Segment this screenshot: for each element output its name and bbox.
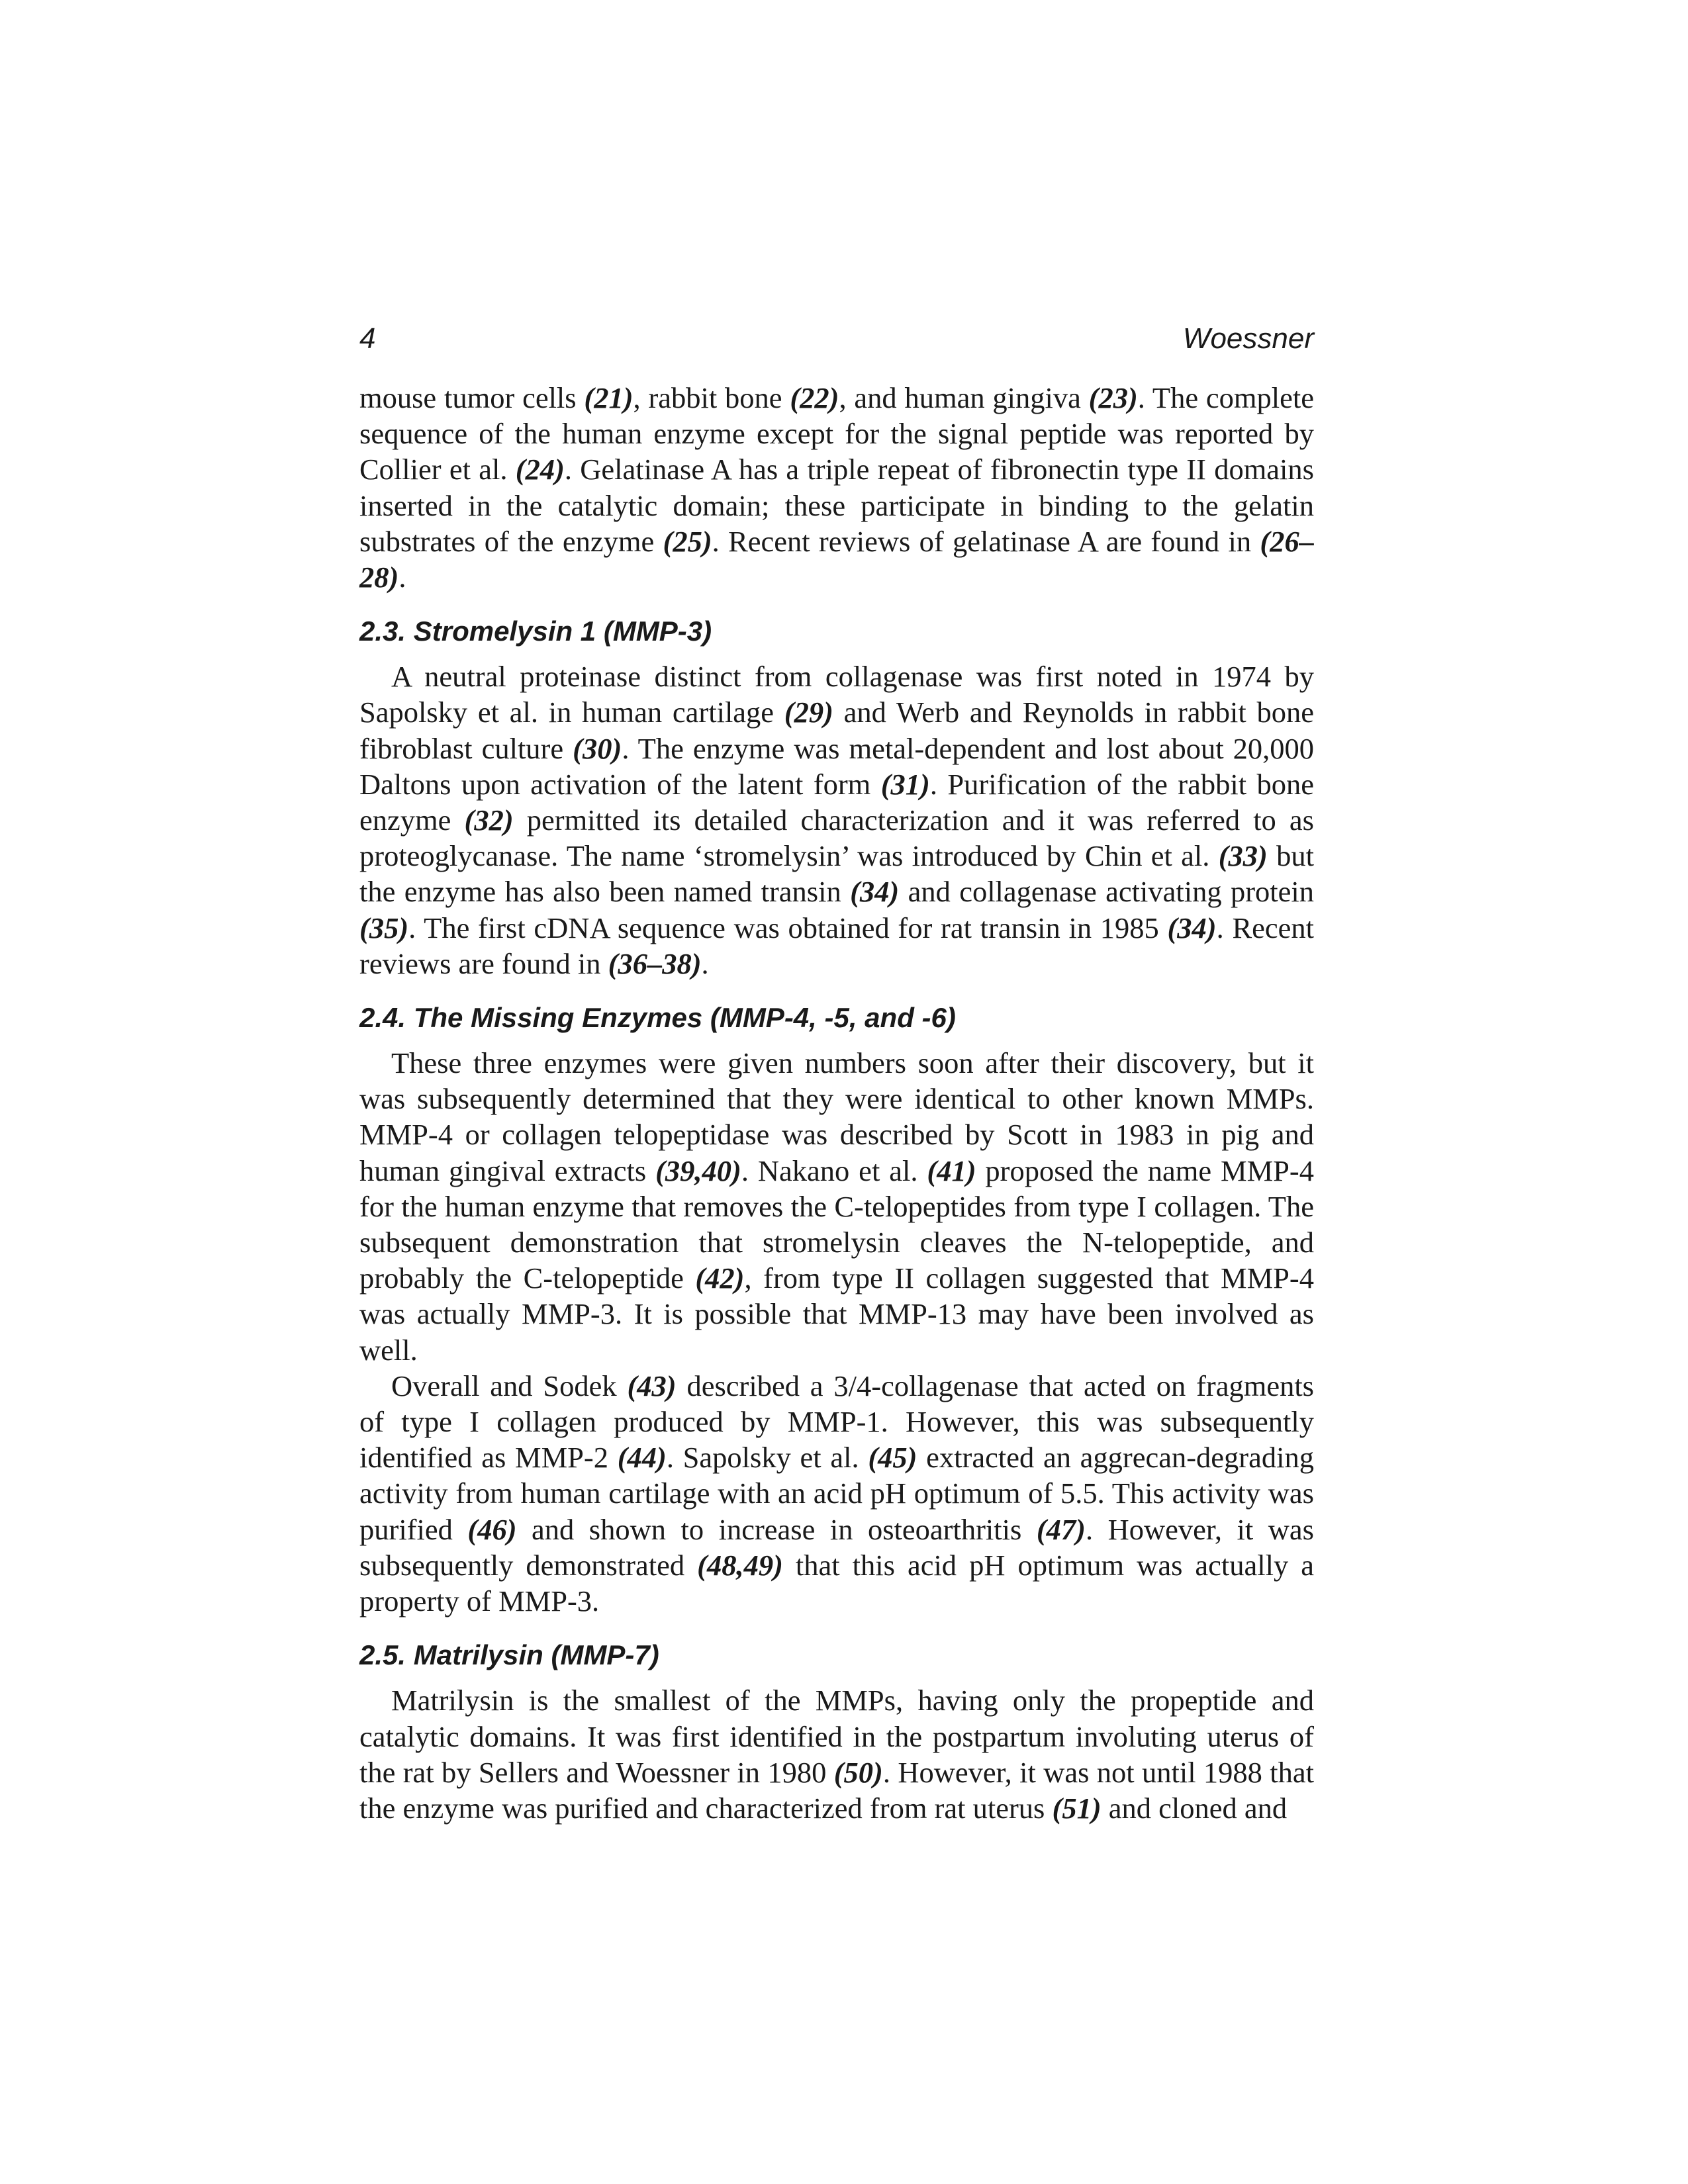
- citation: (34): [850, 875, 900, 909]
- paragraph: Overall and Sodek (43) described a 3/4-collagenase that acted on fragments of type I collagen produced by MMP-1. However, this was subsequently identified as MMP-2 (44). Sapolsky et al. (45) extracted an aggrecan-degrading activity from human cartilage with an acid pH optimum of 5.5. This activity was purified (46) and shown to increase in osteoarthritis (47). However, it was subsequently demonstrated (48,49) that this acid pH optimum was actually a property of MMP-3.: [359, 1369, 1315, 1618]
- citation: (32): [464, 803, 514, 837]
- section-heading: 2.5. Matrilysin (MMP-7): [359, 1639, 659, 1671]
- citation: (22): [790, 381, 839, 414]
- citation: (41): [927, 1154, 976, 1187]
- citation: (46): [467, 1512, 517, 1546]
- citation: (47): [1036, 1512, 1086, 1546]
- citation: (31): [880, 767, 930, 801]
- citation: (24): [515, 453, 565, 486]
- citation: (44): [617, 1441, 667, 1475]
- paragraph: Matrilysin is the smallest of the MMPs, having only the propeptide and catalytic domains. It was first identified in the postpartum involuting uterus of the rat by Sellers and Woessner in 1980 (50). However, it was not until 1988 that the enzyme was purified and characterized from rat uterus (51) and cloned and: [359, 1684, 1314, 1825]
- citation: (26–28): [359, 524, 1314, 594]
- citation: (45): [868, 1441, 917, 1475]
- citation: (35): [359, 911, 409, 944]
- citation: (39,40): [655, 1154, 741, 1187]
- citation: (43): [627, 1369, 677, 1402]
- section-heading: 2.4. The Missing Enzymes (MMP-4, -5, and -6): [359, 1002, 956, 1034]
- running-author: Woessner: [1182, 322, 1314, 355]
- citation: (29): [784, 696, 833, 729]
- citation: (51): [1052, 1791, 1102, 1825]
- citation: (25): [663, 524, 712, 558]
- citation: (21): [584, 381, 633, 414]
- citation: (48,49): [697, 1548, 783, 1582]
- paragraph: A neutral proteinase distinct from collagenase was first noted in 1974 by Sapolsky et al. in human cartilage (29) and Werb and Reynolds in rabbit bone fibroblast culture (30). The enzyme was metal-dependent and lost about 20,000 Daltons upon activation of the latent form (31). Purification of the rabbit bone enzyme (32) permitted its detailed characterization and it was referred to as proteoglycanase. The name ‘stromelysin’ was introduced by Chin et al. (33) but the enzyme has also been named transin (34) and collagenase activating protein (35). The first cDNA sequence was obtained for rat transin in 1985 (34). Recent reviews are found in (36–38).: [359, 660, 1315, 980]
- citation: (50): [833, 1755, 883, 1789]
- citation: (23): [1088, 381, 1138, 414]
- running-head: [359, 319, 1314, 359]
- section-heading: 2.3. Stromelysin 1 (MMP-3): [359, 615, 712, 647]
- page-number: 4: [359, 322, 376, 355]
- paragraph: mouse tumor cells (21), rabbit bone (22), and human gingiva (23). The complete sequence of the human enzyme except for the signal peptide was reported by Collier et al. (24). Gelatinase A has a triple repeat of fibronectin type II domains inserted in the catalytic domain; these participate in binding to the gelatin substrates of the enzyme (25). Recent reviews of gelatinase A are found in (26–28).: [359, 381, 1314, 594]
- citation: (36–38): [608, 946, 702, 980]
- citation: (30): [573, 731, 622, 765]
- paragraph: These three enzymes were given numbers soon after their discovery, but it was subsequently determined that they were identical to other known MMPs. MMP-4 or collagen telopeptidase was described by Scott in 1983 in pig and human gingival extracts (39,40). Nakano et al. (41) proposed the name MMP-4 for the human enzyme that removes the C-telopeptides from type I collagen. The subsequent demonstration that stromelysin cleaves the N-telopeptide, and probably the C-telopeptide (42), from type II collagen suggested that MMP-4 was actually MMP-3. It is possible that MMP-13 may have been involved as well.: [359, 1046, 1314, 1367]
- citation: (33): [1218, 839, 1268, 873]
- citation: (34): [1167, 911, 1217, 944]
- citation: (42): [695, 1261, 745, 1295]
- page: [359, 319, 1314, 1826]
- body-text: [359, 380, 1314, 1826]
